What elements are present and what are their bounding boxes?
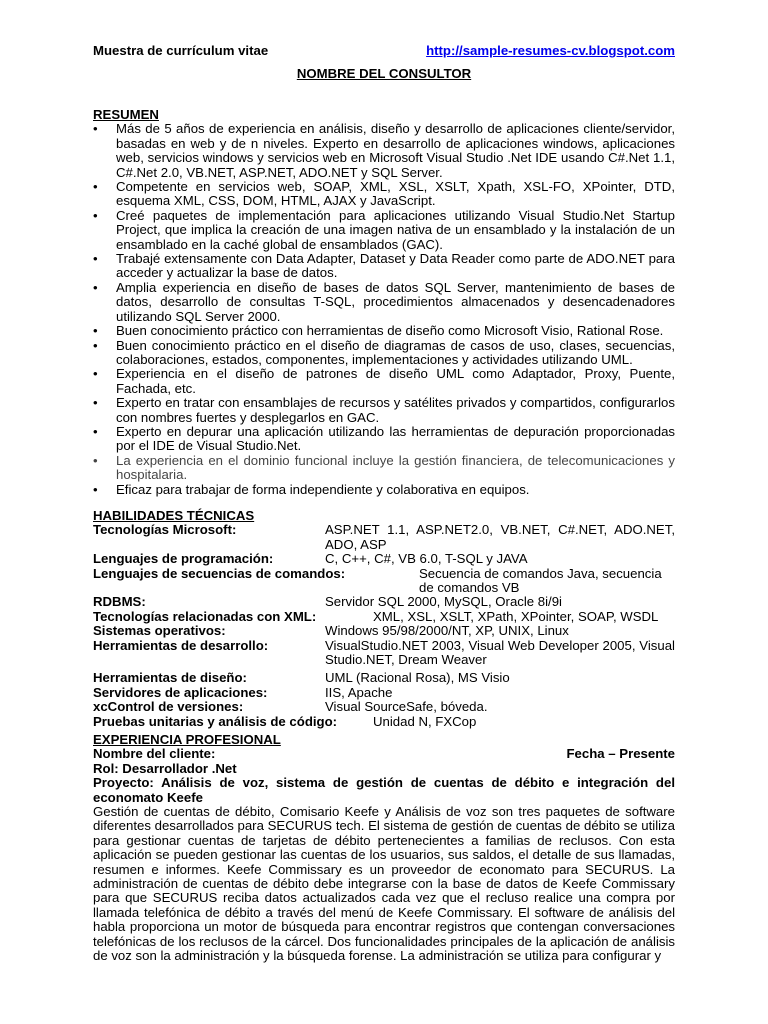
project-title: Proyecto: Análisis de voz, sistema de gestión de cuentas de débito e integración del economato Keefe (93, 775, 675, 805)
skill-row (93, 639, 675, 668)
skill-label: RDBMS: (93, 594, 146, 610)
role: Rol: Desarrollador .Net (93, 760, 237, 776)
skill-value: ASP.NET 1.1, ASP.NET2.0, VB.NET, C#.NET, ADO.NET, ADO, ASP (325, 522, 675, 552)
bullet-icon: • (93, 279, 98, 295)
skill-row (93, 552, 675, 566)
skill-value: Windows 95/98/2000/NT, XP, UNIX, Linux (325, 623, 569, 639)
skill-row (93, 671, 675, 685)
bullet-icon: • (93, 207, 98, 223)
skill-label: Tecnologías Microsoft: (93, 522, 237, 538)
skill-label: Tecnologías relacionadas con XML: (93, 608, 317, 624)
skill-value: XML, XSL, XSLT, XPath, XPointer, SOAP, WSDL (373, 608, 659, 624)
bullet-icon: • (93, 395, 98, 411)
skill-value: UML (Racional Rosa), MS Visio (325, 670, 510, 686)
skill-row (93, 700, 675, 714)
list-item: • Experiencia en el diseño de patrones de diseño UML como Adaptador, Proxy, Puente, Fachada, etc. (93, 366, 675, 396)
skill-row (93, 624, 675, 638)
list-item: • Eficaz para trabajar de forma independiente y colaborativa en equipos. (93, 481, 530, 497)
skill-value: VisualStudio.NET 2003, Visual Web Developer 2005, Visual Studio.NET, Dream Weaver (325, 637, 675, 668)
list-item: • Creé paquetes de implementación para aplicaciones utilizando Visual Studio.Net Startup Project, que implica la creación de una imagen nativa de un ensamblado y la instalación de un ensamblado en la caché global de ensamblados (GAC). (93, 207, 675, 252)
list-item: • Buen conocimiento práctico en el diseño de diagramas de casos de uso, clases, secuencias, colaboraciones, estados, componentes, implementaciones y actividades utilizando UML. (93, 337, 675, 367)
list-item: • La experiencia en el dominio funcional incluye la gestión financiera, de telecomunicaciones y hospitalaria. (93, 452, 675, 483)
bullet-icon: • (93, 323, 98, 339)
list-item: • Amplia experiencia en diseño de bases de datos SQL Server, mantenimiento de bases de datos, desarrollo de consultas T-SQL, procedimientos almacenados y desencadenadores utilizando SQL Server 2000. (93, 279, 675, 324)
bullet-icon: • (93, 452, 98, 468)
bullet-icon: • (93, 366, 98, 382)
bullet-icon: • (93, 481, 98, 497)
consultant-name: NOMBRE DEL CONSULTOR (296, 66, 472, 81)
skill-label: Herramientas de diseño: (93, 670, 247, 686)
skill-value: Unidad N, FXCop (373, 713, 477, 729)
skill-label: Herramientas de desarrollo: (93, 637, 269, 653)
list-item: • Buen conocimiento práctico con herramientas de diseño como Microsoft Visio, Rational Rose. (93, 323, 664, 339)
list-item: • Competente en servicios web, SOAP, XML, XSL, XSLT, Xpath, XSL-FO, XPointer, DTD, esquema XML, CSS, DOM, HTML, AJAX y JavaScript. (93, 179, 675, 209)
list-item: • Experto en depurar una aplicación utilizando las herramientas de depuración proporcionadas por el IDE de Visual Studio.Net. (93, 423, 675, 454)
skill-row (93, 610, 675, 624)
client-line (93, 747, 675, 761)
skill-label: Pruebas unitarias y análisis de código: (93, 713, 338, 729)
header-link[interactable]: http://sample-resumes-cv.blogspot.com (426, 43, 675, 58)
skill-value: Servidor SQL 2000, MySQL, Oracle 8i/9i (325, 594, 562, 610)
skill-label: xcControl de versiones: (93, 699, 244, 715)
bullet-icon: • (93, 337, 98, 353)
skill-label: Sistemas operativos: (93, 623, 226, 639)
list-item: • Experto en tratar con ensamblajes de recursos y satélites privados y compartidos, configurarlos con nombres fuertes y desplegarlos en GAC. (93, 395, 675, 425)
experience-heading: EXPERIENCIA PROFESIONAL (93, 732, 281, 747)
bullet-icon: • (93, 121, 98, 137)
list-item: • Trabajé extensamente con Data Adapter, Dataset y Data Reader como parte de ADO.NET para acceder y actualizar la base de datos. (93, 251, 675, 281)
client-label: Nombre del cliente: (93, 746, 216, 762)
summary-section (93, 108, 675, 497)
skill-row (93, 567, 675, 596)
skill-label: Lenguajes de secuencias de comandos: (93, 565, 346, 581)
list-item: • Más de 5 años de experiencia en análisis, diseño y desarrollo de aplicaciones cliente/servidor, basadas en web y de n niveles. Experto en desarrollo de aplicaciones windows, aplicaciones web, servicios windows y servicios web en Microsoft Visual Studio .Net IDE usando C#.Net 1.1, C#.Net 2.0, VB.NET, ASP.NET, ADO.NET y SQL Server. (93, 121, 675, 180)
skill-value: Secuencia de comandos Java, secuencia de comandos VB (419, 565, 662, 596)
date-range: Fecha – Presente (566, 746, 675, 762)
skill-row (93, 523, 675, 552)
summary-list (93, 122, 675, 497)
bullet-icon: • (93, 251, 98, 267)
experience-section (93, 733, 675, 964)
header-title: Muestra de currículum vitae (93, 43, 269, 58)
skill-value: IIS, Apache (325, 684, 393, 700)
project-description: Gestión de cuentas de débito, Comisario Keefe y Análisis de voz son tres paquetes de software diferentes desarrollados para SECURUS tech. El sistema de gestión de cuentas de débito se utiliza para gestionar cuentas de tarjetas de débito pertenecientes a familias de reclusos. Con esta aplicación se pueden gestionar las cuentas de los usuarios, sus saldos, el detalle de sus llamadas, resumen e informes. Keefe Commissary es un proveedor de economato para SECURUS. La administración de cuentas de débito debe integrarse con la base de datos de Keefe Commissary para que SECURUS reciba datos actualizados cada vez que el recluso realice una compra por llamada telefónica de débito a través del menú de Keefe Commissary. El software de análisis del habla proporciona un motor de búsqueda para encontrar registros que contengan conversaciones telefónicas de los reclusos de la cárcel. Dos funcionalidades principales de la aplicación de análisis de voz son la administración y la búsqueda forense. La administración se utiliza para configurar y (93, 804, 675, 964)
skills-heading: HABILIDADES TÉCNICAS (93, 508, 255, 523)
skill-row (93, 686, 675, 700)
bullet-icon: • (93, 423, 98, 439)
skill-label: Servidores de aplicaciones: (93, 684, 268, 700)
skill-value: C, C++, C#, VB 6.0, T-SQL y JAVA (325, 551, 528, 567)
skill-row (93, 595, 675, 609)
bullet-icon: • (93, 179, 98, 195)
skill-value: Visual SourceSafe, bóveda. (325, 699, 488, 715)
skill-row (93, 715, 675, 729)
skills-section (93, 509, 675, 729)
skill-label: Lenguajes de programación: (93, 551, 274, 567)
summary-heading: RESUMEN (93, 107, 159, 122)
